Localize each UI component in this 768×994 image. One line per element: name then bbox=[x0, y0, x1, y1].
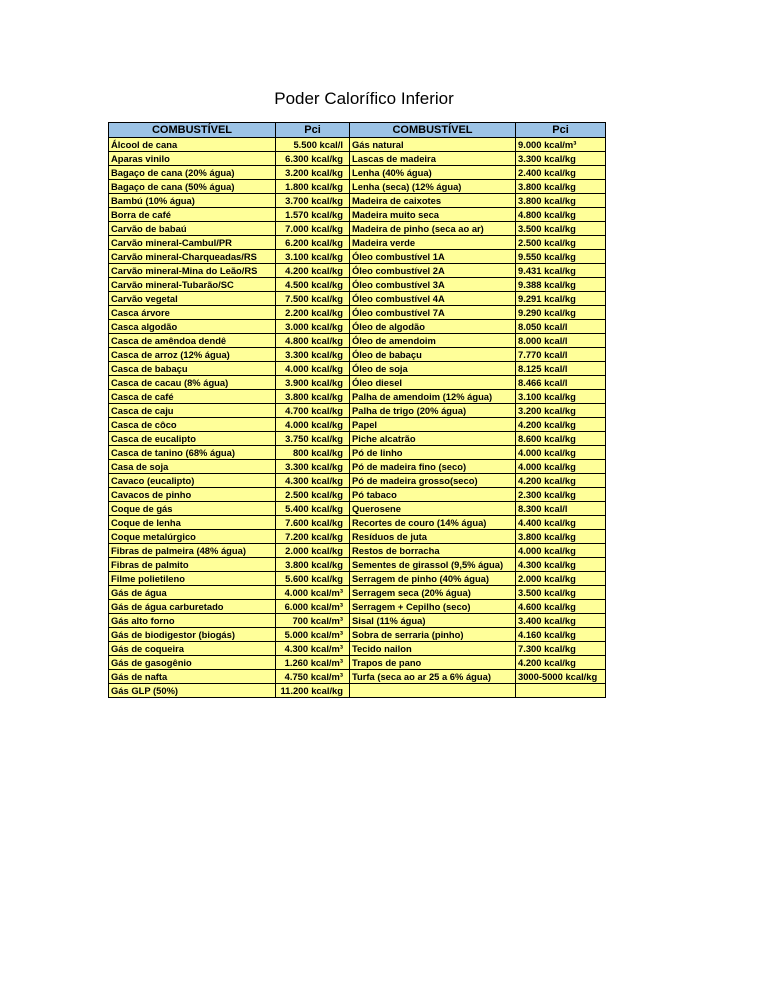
table-row bbox=[109, 236, 606, 250]
table-row bbox=[109, 600, 606, 614]
pci-value-right: 9.388 kcal/kg bbox=[516, 278, 606, 292]
table-row bbox=[109, 488, 606, 502]
fuel-name-right: Papel bbox=[350, 418, 516, 432]
table-row bbox=[109, 292, 606, 306]
fuel-name-left: Casca de caju bbox=[109, 404, 276, 418]
fuel-name-right: Sementes de girassol (9,5% água) bbox=[350, 558, 516, 572]
pci-value-left: 7.500 kcal/kg bbox=[276, 292, 350, 306]
fuel-name-left: Casca de babaçu bbox=[109, 362, 276, 376]
table-row bbox=[109, 306, 606, 320]
fuel-name-right: Óleo de soja bbox=[350, 362, 516, 376]
fuel-name-left: Borra de café bbox=[109, 208, 276, 222]
table-row bbox=[109, 390, 606, 404]
table-row bbox=[109, 670, 606, 684]
table-row bbox=[109, 530, 606, 544]
pci-value-left: 3.300 kcal/kg bbox=[276, 460, 350, 474]
fuel-name-right: Óleo de algodão bbox=[350, 320, 516, 334]
fuel-name-right: Madeira de caixotes bbox=[350, 194, 516, 208]
table-row bbox=[109, 460, 606, 474]
pci-value-left: 7.000 kcal/kg bbox=[276, 222, 350, 236]
table-row bbox=[109, 516, 606, 530]
table-row bbox=[109, 614, 606, 628]
fuel-column-header-left: COMBUSTÍVEL bbox=[109, 123, 276, 138]
fuel-name-right: Óleo combustível 2A bbox=[350, 264, 516, 278]
fuel-name-right: Trapos de pano bbox=[350, 656, 516, 670]
table-row bbox=[109, 572, 606, 586]
table-row bbox=[109, 180, 606, 194]
pci-value-left: 2.500 kcal/kg bbox=[276, 488, 350, 502]
fuel-name-right: Sisal (11% água) bbox=[350, 614, 516, 628]
pci-value-right: 7.770 kcal/l bbox=[516, 348, 606, 362]
pci-value-right: 9.000 kcal/m³ bbox=[516, 138, 606, 152]
fuel-name-left: Gás de água carburetado bbox=[109, 600, 276, 614]
pci-value-left: 2.200 kcal/kg bbox=[276, 306, 350, 320]
pci-value-left: 6.300 kcal/kg bbox=[276, 152, 350, 166]
fuel-name-left: Gás de biodigestor (biogás) bbox=[109, 628, 276, 642]
fuel-name-left: Carvão de babaú bbox=[109, 222, 276, 236]
fuel-name-left: Cavaco (eucalipto) bbox=[109, 474, 276, 488]
pci-value-left: 4.000 kcal/kg bbox=[276, 418, 350, 432]
fuel-name-left: Casca de eucalipto bbox=[109, 432, 276, 446]
fuel-name-right: Óleo de amendoim bbox=[350, 334, 516, 348]
fuel-name-right: Lenha (seca) (12% água) bbox=[350, 180, 516, 194]
pci-value-right: 4.200 kcal/kg bbox=[516, 418, 606, 432]
fuel-name-left: Coque metalúrgico bbox=[109, 530, 276, 544]
pci-value-left: 7.200 kcal/kg bbox=[276, 530, 350, 544]
pci-value-right: 4.160 kcal/kg bbox=[516, 628, 606, 642]
fuel-name-right: Serragem + Cepilho (seco) bbox=[350, 600, 516, 614]
fuel-name-left: Bagaço de cana (20% água) bbox=[109, 166, 276, 180]
pci-value-left: 3.700 kcal/kg bbox=[276, 194, 350, 208]
table-row bbox=[109, 222, 606, 236]
pci-value-left: 3.900 kcal/kg bbox=[276, 376, 350, 390]
table-row bbox=[109, 558, 606, 572]
fuel-name-left: Gás de água bbox=[109, 586, 276, 600]
pci-value-right: 4.200 kcal/kg bbox=[516, 656, 606, 670]
pci-value-right: 7.300 kcal/kg bbox=[516, 642, 606, 656]
table-row bbox=[109, 684, 606, 698]
pci-value-right: 4.200 kcal/kg bbox=[516, 474, 606, 488]
table-row bbox=[109, 208, 606, 222]
fuel-name-right: Querosene bbox=[350, 502, 516, 516]
fuel-name-left: Coque de gás bbox=[109, 502, 276, 516]
pci-value-right: 2.500 kcal/kg bbox=[516, 236, 606, 250]
pci-value-left: 700 kcal/m³ bbox=[276, 614, 350, 628]
pci-value-left: 3.800 kcal/kg bbox=[276, 390, 350, 404]
fuel-name-right: Pó tabaco bbox=[350, 488, 516, 502]
fuel-name-right: Óleo combustível 4A bbox=[350, 292, 516, 306]
fuel-name-right: Restos de borracha bbox=[350, 544, 516, 558]
fuel-name-right: Pó de linho bbox=[350, 446, 516, 460]
pci-value-left: 3.800 kcal/kg bbox=[276, 558, 350, 572]
fuel-name-left: Álcool de cana bbox=[109, 138, 276, 152]
fuel-name-left: Casca de côco bbox=[109, 418, 276, 432]
pci-value-left: 4.700 kcal/kg bbox=[276, 404, 350, 418]
pci-value-right: 3.100 kcal/kg bbox=[516, 390, 606, 404]
pci-value-left: 800 kcal/kg bbox=[276, 446, 350, 460]
fuel-name-right: Óleo diesel bbox=[350, 376, 516, 390]
pci-value-left: 3.750 kcal/kg bbox=[276, 432, 350, 446]
fuel-name-right: Lenha (40% água) bbox=[350, 166, 516, 180]
fuel-name-right: Recortes de couro (14% água) bbox=[350, 516, 516, 530]
pci-value-right: 4.600 kcal/kg bbox=[516, 600, 606, 614]
pci-value-left: 2.000 kcal/kg bbox=[276, 544, 350, 558]
pci-value-right: 3.500 kcal/kg bbox=[516, 586, 606, 600]
fuel-name-right: Pó de madeira grosso(seco) bbox=[350, 474, 516, 488]
table-row bbox=[109, 152, 606, 166]
fuel-name-right: Piche alcatrão bbox=[350, 432, 516, 446]
fuel-name-right: Resíduos de juta bbox=[350, 530, 516, 544]
pci-value-left: 11.200 kcal/kg bbox=[276, 684, 350, 698]
fuel-name-left: Gás alto forno bbox=[109, 614, 276, 628]
fuel-name-left: Coque de lenha bbox=[109, 516, 276, 530]
pci-value-left: 6.200 kcal/kg bbox=[276, 236, 350, 250]
pci-value-right: 2.000 kcal/kg bbox=[516, 572, 606, 586]
pci-value-right bbox=[516, 684, 606, 698]
table-row bbox=[109, 446, 606, 460]
fuel-name-right: Palha de amendoim (12% água) bbox=[350, 390, 516, 404]
fuel-name-left: Gás de gasogênio bbox=[109, 656, 276, 670]
table-row bbox=[109, 348, 606, 362]
fuel-name-right: Tecido nailon bbox=[350, 642, 516, 656]
pci-value-right: 4.000 kcal/kg bbox=[516, 544, 606, 558]
table-row bbox=[109, 362, 606, 376]
table-row bbox=[109, 642, 606, 656]
pci-value-left: 5.600 kcal/kg bbox=[276, 572, 350, 586]
table-row bbox=[109, 264, 606, 278]
pci-value-right: 8.125 kcal/l bbox=[516, 362, 606, 376]
pci-value-left: 4.750 kcal/m³ bbox=[276, 670, 350, 684]
pci-value-right: 2.400 kcal/kg bbox=[516, 166, 606, 180]
pci-value-right: 8.300 kcal/l bbox=[516, 502, 606, 516]
pci-value-left: 5.500 kcal/l bbox=[276, 138, 350, 152]
fuel-name-right: Madeira verde bbox=[350, 236, 516, 250]
pci-value-right: 8.600 kcal/kg bbox=[516, 432, 606, 446]
fuel-name-right: Gás natural bbox=[350, 138, 516, 152]
pci-value-right: 3000-5000 kcal/kg bbox=[516, 670, 606, 684]
fuel-name-left: Casca de cacau (8% água) bbox=[109, 376, 276, 390]
pci-column-header-left: Pci bbox=[276, 123, 350, 138]
pci-value-right: 3.800 kcal/kg bbox=[516, 530, 606, 544]
fuel-name-right: Turfa (seca ao ar 25 a 6% água) bbox=[350, 670, 516, 684]
table-row bbox=[109, 418, 606, 432]
fuel-name-left: Casa de soja bbox=[109, 460, 276, 474]
table-row bbox=[109, 376, 606, 390]
fuel-name-left: Carvão mineral-Mina do Leão/RS bbox=[109, 264, 276, 278]
fuel-name-left: Carvão mineral-Charqueadas/RS bbox=[109, 250, 276, 264]
fuel-column-header-right: COMBUSTÍVEL bbox=[350, 123, 516, 138]
pci-value-right: 2.300 kcal/kg bbox=[516, 488, 606, 502]
table-row bbox=[109, 138, 606, 152]
table-row bbox=[109, 628, 606, 642]
pci-value-right: 9.291 kcal/kg bbox=[516, 292, 606, 306]
fuel-name-left: Aparas vinilo bbox=[109, 152, 276, 166]
fuel-name-left: Casca de tanino (68% água) bbox=[109, 446, 276, 460]
pci-value-right: 9.290 kcal/kg bbox=[516, 306, 606, 320]
pci-value-right: 4.000 kcal/kg bbox=[516, 460, 606, 474]
pci-value-right: 9.431 kcal/kg bbox=[516, 264, 606, 278]
table-row bbox=[109, 502, 606, 516]
table-row bbox=[109, 656, 606, 670]
pci-value-right: 4.300 kcal/kg bbox=[516, 558, 606, 572]
pci-value-right: 4.000 kcal/kg bbox=[516, 446, 606, 460]
fuel-name-left: Carvão vegetal bbox=[109, 292, 276, 306]
fuel-name-right: Pó de madeira fino (seco) bbox=[350, 460, 516, 474]
fuel-name-right: Lascas de madeira bbox=[350, 152, 516, 166]
table-row bbox=[109, 432, 606, 446]
fuel-name-right: Óleo combustível 1A bbox=[350, 250, 516, 264]
table-row bbox=[109, 278, 606, 292]
pci-value-right: 3.200 kcal/kg bbox=[516, 404, 606, 418]
calorific-value-table bbox=[108, 122, 606, 698]
fuel-name-left: Fibras de palmeira (48% água) bbox=[109, 544, 276, 558]
pci-value-right: 8.000 kcal/l bbox=[516, 334, 606, 348]
fuel-name-right bbox=[350, 684, 516, 698]
fuel-name-left: Casca de café bbox=[109, 390, 276, 404]
pci-value-right: 8.050 kcal/l bbox=[516, 320, 606, 334]
fuel-name-right: Óleo combustível 3A bbox=[350, 278, 516, 292]
pci-value-left: 1.800 kcal/kg bbox=[276, 180, 350, 194]
fuel-name-left: Bambú (10% água) bbox=[109, 194, 276, 208]
fuel-name-left: Casca de arroz (12% água) bbox=[109, 348, 276, 362]
pci-value-left: 7.600 kcal/kg bbox=[276, 516, 350, 530]
fuel-name-right: Madeira de pinho (seca ao ar) bbox=[350, 222, 516, 236]
fuel-name-left: Gás de coqueira bbox=[109, 642, 276, 656]
fuel-name-left: Casca algodão bbox=[109, 320, 276, 334]
pci-value-left: 1.260 kcal/m³ bbox=[276, 656, 350, 670]
fuel-name-left: Cavacos de pinho bbox=[109, 488, 276, 502]
pci-value-left: 4.800 kcal/kg bbox=[276, 334, 350, 348]
table-row bbox=[109, 474, 606, 488]
pci-value-right: 4.800 kcal/kg bbox=[516, 208, 606, 222]
pci-value-right: 3.800 kcal/kg bbox=[516, 194, 606, 208]
pci-value-left: 4.000 kcal/m³ bbox=[276, 586, 350, 600]
table-row bbox=[109, 586, 606, 600]
pci-value-left: 4.300 kcal/m³ bbox=[276, 642, 350, 656]
fuel-name-left: Fibras de palmito bbox=[109, 558, 276, 572]
fuel-name-right: Madeira muito seca bbox=[350, 208, 516, 222]
pci-value-left: 5.000 kcal/m³ bbox=[276, 628, 350, 642]
pci-value-left: 3.300 kcal/kg bbox=[276, 348, 350, 362]
pci-value-left: 3.100 kcal/kg bbox=[276, 250, 350, 264]
pci-value-right: 3.300 kcal/kg bbox=[516, 152, 606, 166]
fuel-name-left: Carvão mineral-Cambul/PR bbox=[109, 236, 276, 250]
fuel-name-right: Serragem de pinho (40% água) bbox=[350, 572, 516, 586]
pci-value-right: 3.800 kcal/kg bbox=[516, 180, 606, 194]
table-row bbox=[109, 320, 606, 334]
pci-value-right: 3.400 kcal/kg bbox=[516, 614, 606, 628]
pci-value-right: 3.500 kcal/kg bbox=[516, 222, 606, 236]
fuel-name-right: Óleo combustível 7A bbox=[350, 306, 516, 320]
fuel-name-left: Carvão mineral-Tubarão/SC bbox=[109, 278, 276, 292]
table-row bbox=[109, 544, 606, 558]
table-row bbox=[109, 194, 606, 208]
pci-value-left: 4.000 kcal/kg bbox=[276, 362, 350, 376]
fuel-name-left: Gás GLP (50%) bbox=[109, 684, 276, 698]
table-row bbox=[109, 166, 606, 180]
fuel-name-right: Óleo de babaçu bbox=[350, 348, 516, 362]
fuel-name-left: Gás de nafta bbox=[109, 670, 276, 684]
fuel-name-left: Filme polietileno bbox=[109, 572, 276, 586]
pci-value-left: 5.400 kcal/kg bbox=[276, 502, 350, 516]
table-row bbox=[109, 334, 606, 348]
fuel-name-right: Serragem seca (20% água) bbox=[350, 586, 516, 600]
pci-value-left: 3.000 kcal/kg bbox=[276, 320, 350, 334]
fuel-name-left: Casca árvore bbox=[109, 306, 276, 320]
table-header-row bbox=[109, 123, 606, 138]
pci-value-left: 6.000 kcal/m³ bbox=[276, 600, 350, 614]
pci-value-left: 4.200 kcal/kg bbox=[276, 264, 350, 278]
fuel-name-left: Bagaço de cana (50% água) bbox=[109, 180, 276, 194]
fuel-name-left: Casca de amêndoa dendê bbox=[109, 334, 276, 348]
fuel-name-right: Sobra de serraria (pinho) bbox=[350, 628, 516, 642]
pci-value-right: 8.466 kcal/l bbox=[516, 376, 606, 390]
table-row bbox=[109, 404, 606, 418]
pci-column-header-right: Pci bbox=[516, 123, 606, 138]
fuel-name-right: Palha de trigo (20% água) bbox=[350, 404, 516, 418]
pci-value-right: 9.550 kcal/kg bbox=[516, 250, 606, 264]
pci-value-left: 1.570 kcal/kg bbox=[276, 208, 350, 222]
pci-value-left: 4.500 kcal/kg bbox=[276, 278, 350, 292]
pci-value-left: 3.200 kcal/kg bbox=[276, 166, 350, 180]
pci-value-left: 4.300 kcal/kg bbox=[276, 474, 350, 488]
table-row bbox=[109, 250, 606, 264]
page-title: Poder Calorífico Inferior bbox=[274, 89, 454, 108]
pci-value-right: 4.400 kcal/kg bbox=[516, 516, 606, 530]
